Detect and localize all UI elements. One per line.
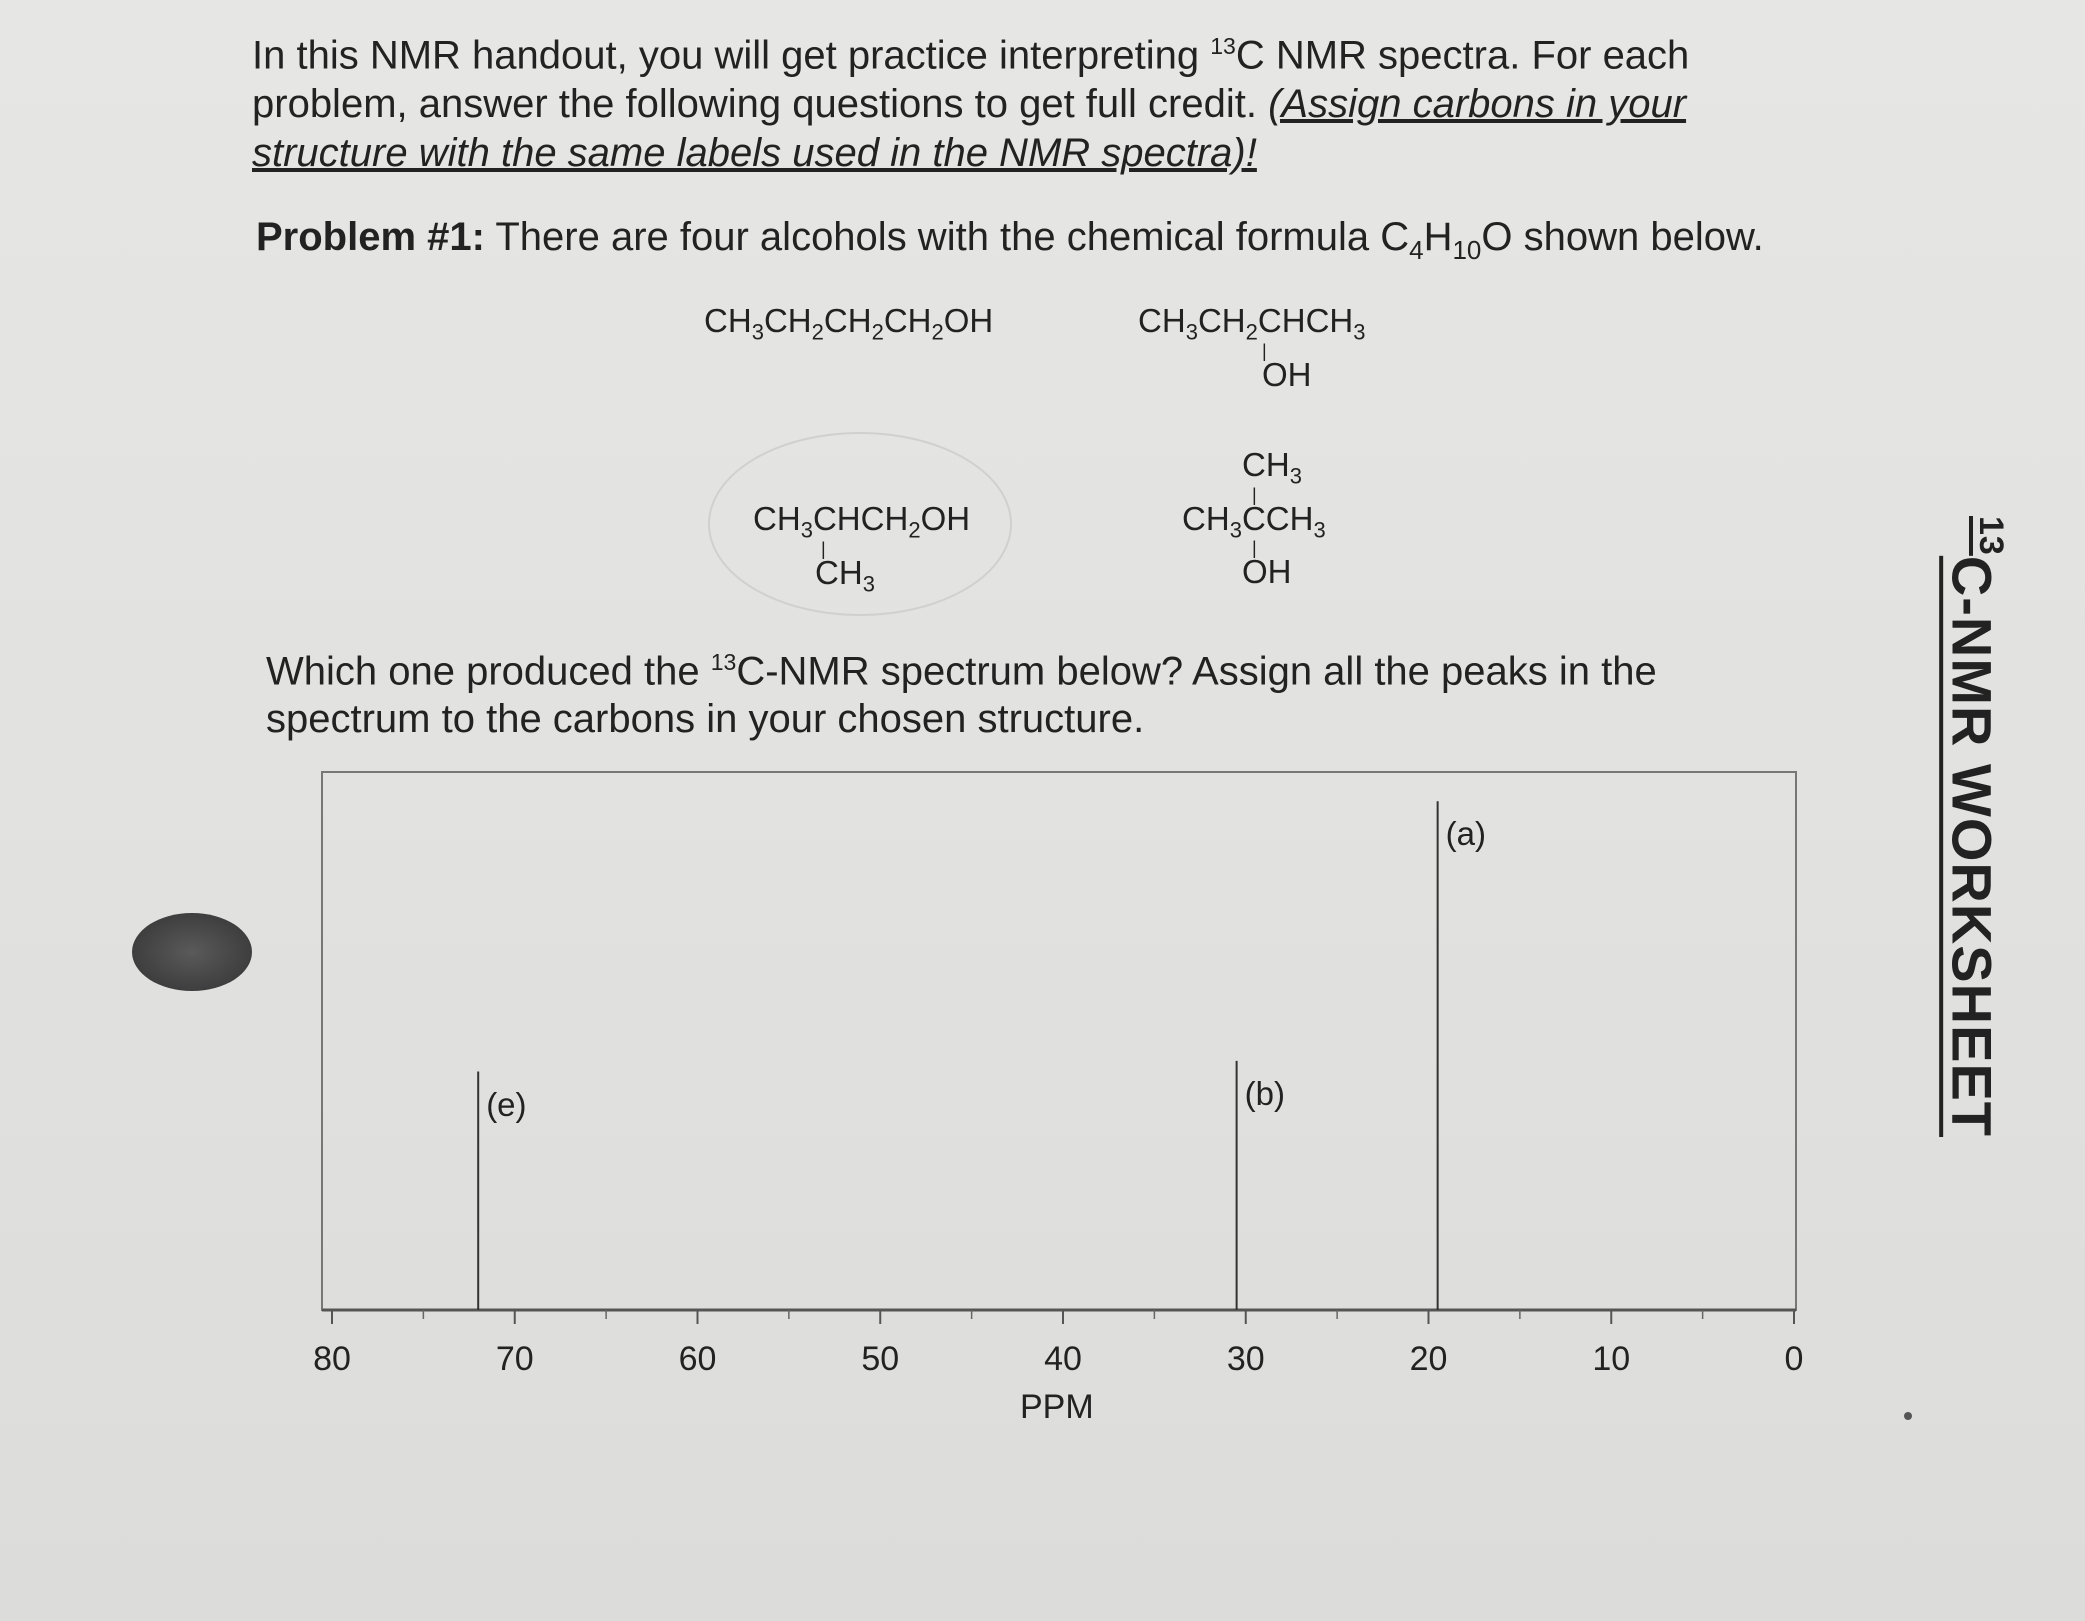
bond-mark: | bbox=[821, 538, 826, 559]
spectrum-frame bbox=[322, 772, 1796, 1310]
tick-label: 10 bbox=[1592, 1340, 1631, 1378]
structure-2-butanol-oh: OH bbox=[1262, 355, 1312, 393]
intro-instruction: (Assign carbons in your structure with the same labels used in the NMR spectra)! bbox=[252, 82, 1687, 176]
axis-title: PPM bbox=[1020, 1388, 1094, 1426]
structure-2-butanol bbox=[1138, 304, 1366, 391]
structure-tert-butanol bbox=[1182, 446, 1326, 591]
problem-statement bbox=[256, 215, 1764, 266]
bond-mark: | bbox=[1252, 538, 1257, 559]
tick-label: 60 bbox=[678, 1340, 717, 1378]
tick-label: 50 bbox=[861, 1340, 900, 1378]
structure-butanol bbox=[704, 304, 993, 344]
tick-label: 80 bbox=[313, 1340, 351, 1378]
peak-label: (b) bbox=[1244, 1074, 1285, 1112]
intro-text-1: In this NMR handout, you will get practice interpreting bbox=[252, 33, 1211, 78]
problem-text-3: O shown below. bbox=[1481, 215, 1764, 259]
problem-text-1: There are four alcohols with the chemical formula C bbox=[484, 215, 1410, 259]
structure-isobutanol-formula: $CH_3CHCH_2OH$ bbox=[753, 500, 971, 543]
question-superscript: 13 bbox=[710, 649, 737, 675]
problem-label: Problem #1: bbox=[256, 215, 485, 259]
bond-mark: | bbox=[1262, 340, 1267, 361]
tick-label: 0 bbox=[1784, 1340, 1804, 1378]
question-text-1: Which one produced the bbox=[266, 649, 711, 694]
structure-tert-butanol-oh: OH bbox=[1242, 553, 1292, 591]
question-paragraph bbox=[266, 638, 1716, 743]
side-title bbox=[1940, 516, 2010, 1316]
problem-sub-1: 4 bbox=[1409, 235, 1424, 265]
structure-tert-butanol-formula: $CH_3CCH_3$ bbox=[1182, 499, 1326, 543]
structure-butanol-formula: $CH_3CH_2CH_2CH_2OH$ bbox=[704, 302, 994, 345]
side-title-text: C-NMR WORKSHEET bbox=[1940, 555, 2004, 1138]
nmr-spectrum-plot bbox=[320, 770, 1810, 1330]
problem-text-2: H bbox=[1423, 215, 1453, 259]
tick-marks bbox=[332, 1310, 1794, 1324]
peaks bbox=[478, 801, 1437, 1310]
binder-hole bbox=[132, 913, 252, 991]
structure-isobutanol-ch3: $CH_3$ bbox=[815, 553, 875, 597]
question-text-2: C-NMR spectrum below? Assign all the peaks in the spectrum to the carbons in your chosen structure. bbox=[266, 649, 1657, 742]
tick-label: 30 bbox=[1226, 1340, 1265, 1378]
tick-label: 40 bbox=[1044, 1340, 1082, 1378]
tick-label: 20 bbox=[1409, 1340, 1448, 1378]
bond-mark: | bbox=[1252, 484, 1257, 505]
tick-label: 70 bbox=[495, 1340, 534, 1378]
structure-isobutanol bbox=[753, 502, 970, 595]
peak-label: (a) bbox=[1445, 815, 1486, 853]
intro-paragraph bbox=[252, 22, 1732, 178]
peak-label: (e) bbox=[486, 1085, 527, 1123]
side-title-superscript: 13 bbox=[1972, 516, 2010, 556]
intro-text-2: C NMR spectra. For each problem, answer the following questions to get full credit. bbox=[252, 33, 1690, 127]
intro-superscript: 13 bbox=[1210, 33, 1236, 59]
nmr-spectrum bbox=[320, 770, 1810, 1330]
stray-dot bbox=[1904, 1412, 1912, 1420]
problem-sub-2: 10 bbox=[1452, 235, 1482, 265]
structure-2-butanol-formula: $CH_3CH_2CHCH_3$ bbox=[1138, 302, 1366, 345]
structure-tert-butanol-ch3-top: $CH_3$ bbox=[1242, 446, 1302, 489]
